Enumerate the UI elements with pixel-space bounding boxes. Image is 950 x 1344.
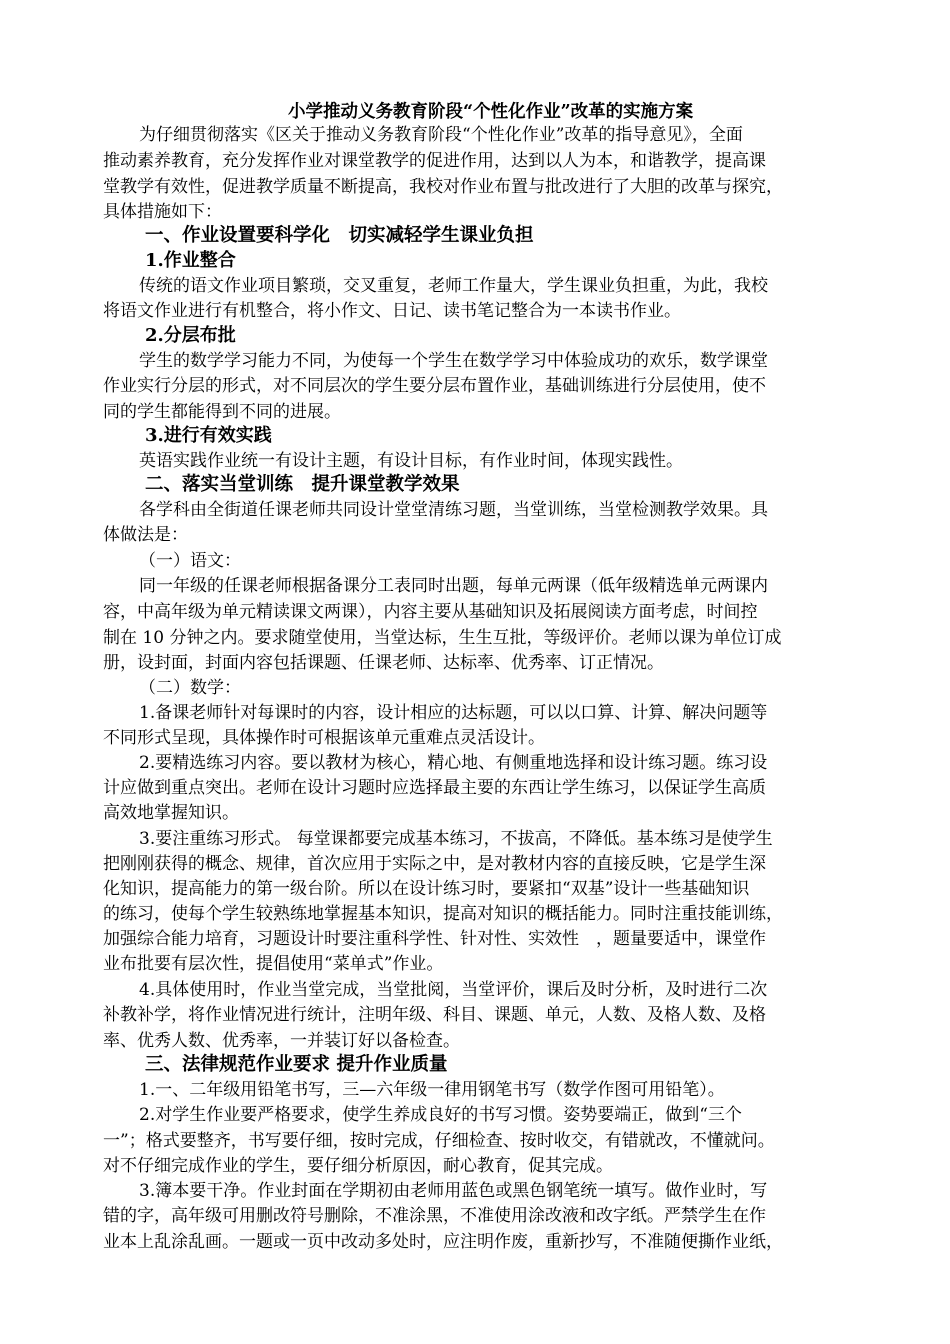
paragraph-line: 容，中高年级为单元精读课文两课），内容主要从基础知识及拓展阅读方面考虑，时间控 <box>103 602 758 622</box>
intro-line: 推动素养教育，充分发挥作业对课堂教学的促进作用，达到以人为本，和谐教学，提高课 <box>103 151 766 171</box>
paragraph-line: 传统的语文作业项目繁琐，交叉重复，老师工作量大，学生课业负担重，为此，我校 <box>139 276 768 296</box>
paragraph-line: 学生的数学学习能力不同，为使每一个学生在数学学习中体验成功的欢乐，数学课堂 <box>139 351 768 371</box>
paragraph-line: 英语实践作业统一有设计主题，有设计目标，有作业时间，体现实践性。 <box>139 451 683 471</box>
math-item-line: 计应做到重点突出。老师在设计习题时应选择最主要的东西让学生练习，以保证学生高质 <box>103 778 766 798</box>
intro-line: 为仔细贯彻落实《区关于推动义务教育阶段“个性化作业”改革的指导意见》，全面 <box>139 125 743 145</box>
intro-line: 具体措施如下： <box>103 202 222 222</box>
rule-item-line: 对不仔细完成作业的学生，要仔细分析原因，耐心教育，促其完成。 <box>103 1156 613 1176</box>
section1-heading: 一、作业设置要科学化 切实减轻学生课业负担 <box>145 225 534 246</box>
math-item-line: 1.备课老师针对每课时的内容，设计相应的达标题，可以以口算、计算、解决问题等 <box>139 703 768 723</box>
paragraph-line: 各学科由全街道任课老师共同设计堂堂清练习题，当堂训练，当堂检测教学效果。具 <box>139 500 768 520</box>
paragraph-line: 作业实行分层的形式，对不同层次的学生要分层布置作业，基础训练进行分层使用，使不 <box>103 376 766 396</box>
rule-item-line: 1.一、二年级用铅笔书写，三—六年级一律用钢笔书写（数学作图可用铅笔）。 <box>139 1080 725 1100</box>
math-item-line: 把刚刚获得的概念、规律，首次应用于实际之中，是对教材内容的直接反映，它是学生深 <box>103 854 766 874</box>
paragraph-line: 册，设封面，封面内容包括课题、任课老师、达标率、优秀率、订正情况。 <box>103 653 664 673</box>
rule-item-line: 2.对学生作业要严格要求，使学生养成良好的书写习惯。姿势要端正，做到“三个 <box>139 1105 742 1125</box>
math-item-line: 率、优秀人数、优秀率，一并装订好以备检查。 <box>103 1031 460 1051</box>
paragraph-line: 同的学生都能得到不同的进展。 <box>103 402 341 422</box>
math-item-line: 2.要精选练习内容。要以教材为核心，精心地、有侧重地选择和设计练习题。练习设 <box>139 753 768 773</box>
rule-item-line: 一”；格式要整齐，书写要仔细，按时完成，仔细检查、按时收交，有错就改，不懂就问。 <box>103 1131 775 1151</box>
paragraph-line: 体做法是： <box>103 525 188 545</box>
math-item-line: 不同形式呈现，具体操作时可根据该单元重难点灵活设计。 <box>103 728 545 748</box>
section3-heading: 三、法律规范作业要求 提升作业质量 <box>145 1054 448 1075</box>
subsection-math-heading: （二）数学： <box>139 678 241 698</box>
math-item-line: 加强综合能力培育，习题设计时要注重科学性、针对性、实效性 ，题量要适中，课堂作 <box>103 929 766 949</box>
section2-heading: 二、落实当堂训练 提升课堂教学效果 <box>145 474 460 495</box>
subsection-chinese-heading: （一）语文： <box>139 551 241 571</box>
intro-line: 堂教学有效性，促进教学质量不断提高，我校对作业布置与批改进行了大胆的改革与探究， <box>103 177 783 197</box>
section1-sub1-heading: 1.作业整合 <box>145 250 236 271</box>
math-item-line: 4.具体使用时，作业当堂完成，当堂批阅，当堂评价，课后及时分析，及时进行二次 <box>139 980 768 1000</box>
section1-sub3-heading: 3.进行有效实践 <box>145 425 272 446</box>
math-item-line: 3.要注重练习形式。 每堂课都要完成基本练习，不拔高，不降低。基本练习是使学生 <box>139 829 773 849</box>
paragraph-line: 将语文作业进行有机整合，将小作文、日记、读书笔记整合为一本读书作业。 <box>103 301 681 321</box>
rule-item-line: 业本上乱涂乱画。一题或一页中改动多处时，应注明作废，重新抄写，不准随便撕作业纸， <box>103 1232 783 1252</box>
math-item-line: 高效地掌握知识。 <box>103 803 239 823</box>
rule-item-line: 错的字，高年级可用删改符号删除，不准涂黑，不准使用涂改液和改字纸。严禁学生在作 <box>103 1206 766 1226</box>
math-item-line: 业布批要有层次性，提倡使用“菜单式”作业。 <box>103 954 444 974</box>
document-title: 小学推动义务教育阶段“个性化作业”改革的实施方案 <box>288 102 694 122</box>
paragraph-line: 同一年级的任课老师根据备课分工表同时出题，每单元两课（低年级精选单元两课内 <box>139 576 768 596</box>
math-item-line: 化知识，提高能力的第一级台阶。所以在设计练习时，要紧扣“双基”设计一些基础知识 <box>103 879 750 899</box>
paragraph-line: 制在 10 分钟之内。要求随堂使用，当堂达标，生生互批，等级评价。老师以课为单位订成 <box>103 628 782 648</box>
rule-item-line: 3.簿本要干净。作业封面在学期初由老师用蓝色或黑色钢笔统一填写。做作业时，写 <box>139 1181 768 1201</box>
section1-sub2-heading: 2.分层布批 <box>145 325 236 346</box>
math-item-line: 的练习，使每个学生较熟练地掌握基本知识，提高对知识的概括能力。同时注重技能训练， <box>103 904 783 924</box>
math-item-line: 补教补学，将作业情况进行统计，注明年级、科目、课题、单元，人数、及格人数、及格 <box>103 1005 766 1025</box>
